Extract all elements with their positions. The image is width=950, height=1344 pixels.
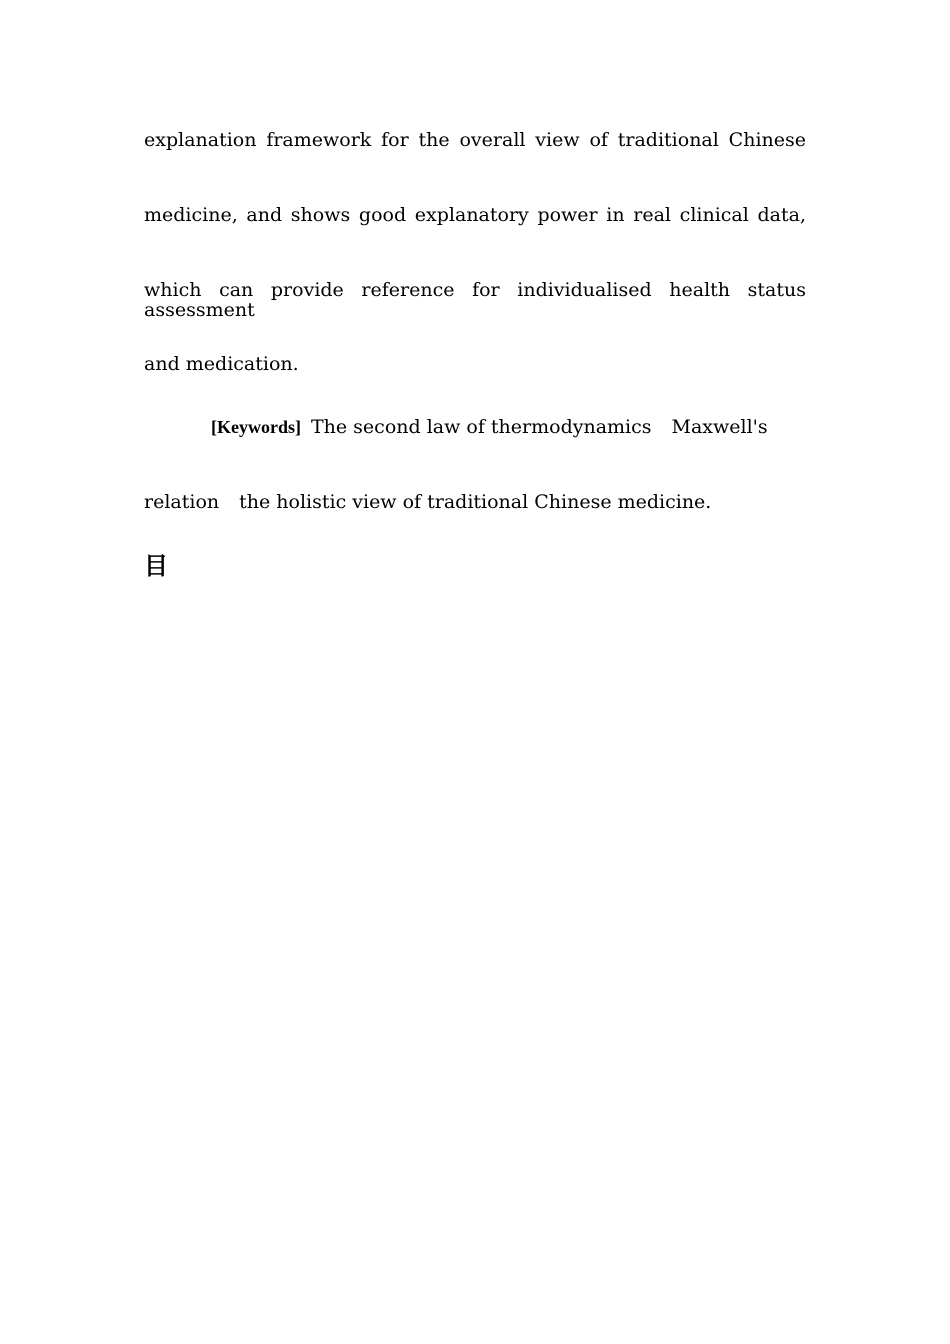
keywords-line xyxy=(211,417,768,437)
keyword-item: relation xyxy=(144,491,220,513)
keyword-item: the holistic view of traditional Chinese medicine. xyxy=(239,491,712,513)
toc-heading: 目 xyxy=(144,552,168,580)
keywords-continuation xyxy=(144,492,806,512)
keyword-item: Maxwell's xyxy=(671,416,768,438)
keywords-label: [Keywords] xyxy=(211,417,301,437)
keyword-item: The second law of thermodynamics xyxy=(310,416,652,438)
abstract-line-3: which can provide reference for individualised health status assessment xyxy=(144,279,806,321)
abstract-line-2: medicine, and shows good explanatory power in real clinical data, xyxy=(144,204,806,226)
abstract-line-1: explanation framework for the overall view of traditional Chinese xyxy=(144,129,806,151)
abstract-line-4: and medication. xyxy=(144,353,299,375)
